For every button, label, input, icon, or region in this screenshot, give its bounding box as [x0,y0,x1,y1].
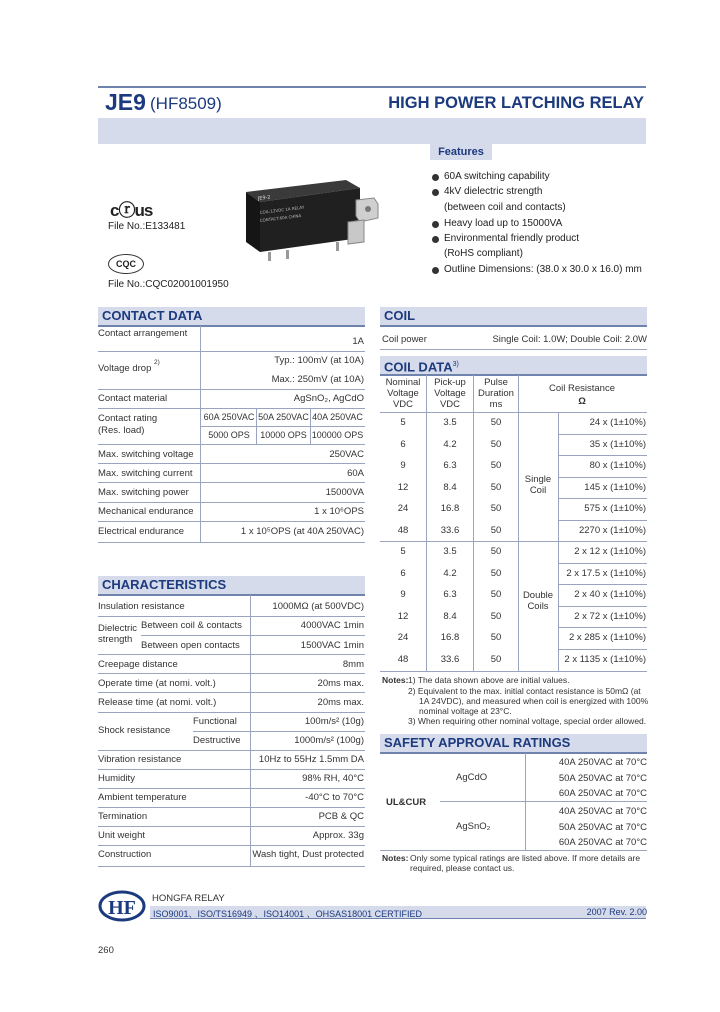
humidity-value: 98% RH, 40°C [302,773,364,784]
coil-resistance: 35 x (1±10%) [589,438,646,450]
product-description: HIGH POWER LATCHING RELAY [388,94,644,112]
termination-value: PCB & QC [318,811,364,822]
nominal-voltage: 24 [397,503,409,514]
coil-power-label: Coil power [382,334,427,345]
pickup-voltage: 16.8 [440,503,460,514]
vibration-label: Vibration resistance [98,754,182,765]
coil-resistance: 2 x 12 x (1±10%) [574,546,646,557]
pickup-voltage: 33.6 [440,653,460,665]
cqc-file-number: File No.:CQC02001001950 [108,279,229,290]
pulse-duration: 50 [490,481,502,493]
mechanical-endurance-label: Mechanical endurance [98,506,194,517]
coil-note: 1A 24VDC), and measured when coil is energized with 100% [419,696,649,706]
shock-label: Shock resistance [98,725,171,736]
coil-row-6 [380,541,647,563]
mechanical-endurance-value: 1 x 10⁶OPS [314,506,364,517]
nominal-voltage: 12 [397,481,409,493]
safety-rating: 40A 250VAC at 70°C [558,757,647,768]
insulation-value: 1000MΩ (at 500VDC) [272,601,364,612]
coil-data-footnote: 3) [452,361,459,368]
nominal-voltage-header: Nominal Voltage VDC [385,377,421,410]
insulation-label: Insulation resistance [98,601,185,612]
features-title: Features [430,144,492,160]
humidity-label: Humidity [98,773,135,784]
coil-row-4 [380,498,647,520]
feature-item: 60A switching capability [444,171,550,182]
relay-label-line2: COIL:12VDC 1A RELAY [259,204,305,215]
coil-resistance: 2 x 285 x (1±10%) [568,632,646,643]
safety-note: required, please contact us. [410,863,515,873]
shock-destructive-value: 1000m/s² (100g) [294,735,364,746]
vibration-value: 10Hz to 55Hz 1.5mm DA [258,754,364,765]
bullet-icon [432,221,439,228]
nominal-voltage: 24 [397,632,409,643]
coil-row-7 [380,563,647,585]
header-band [98,118,646,144]
safety-title: SAFETY APPROVAL RATINGS [380,734,647,752]
safety-group: UL&CUR [386,797,427,808]
nominal-voltage: 5 [400,417,406,428]
construction-value: Wash tight, Dust protected [252,849,364,860]
contact-data-title: CONTACT DATA [98,307,365,325]
nominal-voltage: 5 [400,546,406,557]
coil-resistance: 80 x (1±10%) [589,460,646,471]
contact-material-value: AgSnO₂, AgCdO [293,393,364,404]
construction-label: Construction [98,849,152,860]
svg-text:HF: HF [108,897,136,919]
coil-row-3 [380,477,647,499]
header-rule [98,86,646,88]
contact-rating-label: Contact rating [98,413,158,424]
agcdo-label: AgCdO [456,772,488,783]
pickup-voltage: 8.4 [443,610,457,622]
double-coil-group: Double Coils [522,590,554,612]
coil-note: 1) The data shown above are initial values. [408,675,570,685]
coil-row-11 [380,649,647,671]
electrical-endurance-value: 1 x 10⁵OPS (at 40A 250VAC) [240,526,364,537]
nominal-voltage: 9 [400,460,406,471]
nominal-voltage: 48 [397,653,409,665]
safety-note: Only some typical ratings are listed above. If more details are [410,853,641,863]
max-power-label: Max. switching power [98,487,189,498]
release-time-label: Release time (at nomi. volt.) [98,697,217,708]
coil-note: 2) Equivalent to the max. initial contact resistance is 50mΩ (at [408,686,641,696]
ambient-value: -40°C to 70°C [305,792,364,803]
max-current-label: Max. switching current [98,468,193,479]
feature-item: Heavy load up to 15000VA [444,218,563,229]
coil-note: nominal voltage at 23°C. [419,706,512,716]
feature-item: Environmental friendly product [444,233,580,244]
pulse-duration: 50 [490,610,502,622]
pickup-voltage: 6.3 [443,460,457,471]
nominal-voltage: 6 [400,567,406,579]
pulse-duration: 50 [490,438,502,450]
cqc-logo: CQC [108,254,144,274]
pickup-voltage: 4.2 [443,438,457,450]
coil-power-value: Single Coil: 1.0W; Double Coil: 2.0W [492,334,647,345]
single-coil-group: Single Coil [524,474,552,496]
rating-ops: 100000 OPS [311,430,364,440]
max-voltage-label: Max. switching voltage [98,449,194,460]
bullet-icon [432,189,439,196]
coil-title: COIL [380,307,647,325]
coil-row-9 [380,606,647,628]
coil-resistance: 575 x (1±10%) [584,503,646,514]
dielectric-coil-value: 4000VAC 1min [300,620,364,631]
characteristics-title: CHARACTERISTICS [98,576,365,594]
dielectric-open-value: 1500VAC 1min [300,640,364,651]
coil-resistance: 2 x 17.5 x (1±10%) [566,567,646,579]
rating-ops: 5000 OPS [208,430,250,440]
feature-item: (RoHS compliant) [444,248,523,259]
coil-data-title-text: COIL DATA [384,359,453,375]
termination-label: Termination [98,811,148,822]
certifications: ISO9001、ISO/TS16949 、ISO14001 、OHSAS18001 CERTIFIED [153,909,422,919]
safety-rating: 50A 250VAC at 70°C [558,822,647,833]
pickup-voltage: 3.5 [443,546,457,557]
pickup-voltage: 4.2 [443,567,457,579]
coil-row-1 [380,434,647,456]
hongfa-logo-icon [98,890,146,922]
pulse-duration: 50 [490,524,502,536]
coil-notes-label: Notes: [382,675,409,685]
shock-destructive-label: Destructive [193,735,241,746]
agsno2-label: AgSnO₂ [456,821,491,832]
rating-head: 50A 250VAC [258,412,309,422]
nominal-voltage: 6 [400,438,406,450]
relay-photo [238,172,388,264]
voltage-drop-typ: Typ.: 100mV (at 10A) [274,355,364,366]
pulse-duration: 50 [490,653,502,665]
max-voltage-value: 250VAC [329,449,364,460]
pickup-voltage: 16.8 [440,632,460,643]
shock-functional-label: Functional [193,716,237,727]
coil-resistance: 2 x 1135 x (1±10%) [564,653,646,665]
rating-head: 40A 250VAC [312,412,363,422]
coil-row-5 [380,520,647,542]
pulse-duration: 50 [490,417,502,428]
max-power-value: 15000VA [325,487,364,498]
electrical-endurance-label: Electrical endurance [98,526,185,537]
alt-model-title: (HF8509) [150,94,222,113]
safety-rating: 60A 250VAC at 70°C [558,837,647,848]
bullet-icon [432,236,439,243]
pickup-voltage: 3.5 [443,417,457,428]
feature-item: (between coil and contacts) [444,202,566,213]
coil-resistance: 2270 x (1±10%) [578,524,646,536]
coil-resistance-header: Coil Resistance Ω [549,383,615,407]
safety-rating: 50A 250VAC at 70°C [558,773,647,784]
relay-label-line3: CONTACT:60A CHINA [259,212,302,223]
bullet-icon [432,174,439,181]
coil-row-2 [380,455,647,477]
dielectric-sub-label: strength [98,634,133,645]
coil-resistance: 145 x (1±10%) [584,481,646,493]
revision: 2007 Rev. 2.00 [586,907,647,917]
ambient-label: Ambient temperature [98,792,187,803]
ul-file-number: File No.:E133481 [108,221,186,232]
rating-head: 60A 250VAC [203,412,255,422]
contact-arrangement-value: 1A [352,336,364,347]
safety-notes-label: Notes: [382,853,409,863]
model-title: JE9 [105,89,146,115]
contact-arrangement-label: Contact arrangement [98,328,188,339]
creepage-label: Creepage distance [98,659,178,670]
dielectric-label: Dielectric [98,623,138,634]
company-name: HONGFA RELAY [152,893,225,904]
coil-resistance: 2 x 72 x (1±10%) [574,610,646,622]
voltage-drop-label: Voltage drop [98,363,152,374]
shock-functional-value: 100m/s² (10g) [304,716,364,727]
coil-row-8 [380,584,647,606]
nominal-voltage: 9 [400,589,406,600]
pickup-voltage: 6.3 [443,589,457,600]
pickup-voltage: 33.6 [440,524,460,536]
pulse-duration: 50 [490,632,502,643]
pulse-duration-header: Pulse Duration ms [478,377,514,410]
feature-item: 4kV dielectric strength [444,186,543,197]
dielectric-coil-label: Between coil & contacts [141,620,242,631]
page-number: 260 [98,945,114,956]
safety-rating: 60A 250VAC at 70°C [558,788,647,799]
nominal-voltage: 12 [397,610,409,622]
ul-logo: cⓡus [110,201,153,220]
max-current-value: 60A [347,468,364,479]
contact-rating-sub-label: (Res. load) [98,425,145,436]
dielectric-open-label: Between open contacts [141,640,240,651]
release-time-value: 20ms max. [317,697,364,708]
coil-resistance: 24 x (1±10%) [589,417,646,428]
coil-data-title [380,356,647,374]
weight-label: Unit weight [98,830,145,841]
contact-material-label: Contact material [98,393,168,404]
weight-value: Approx. 33g [312,830,364,841]
coil-note: 3) When requiring other nominal voltage, special order allowed. [408,716,647,726]
rating-ops: 10000 OPS [260,430,307,440]
safety-rating: 40A 250VAC at 70°C [558,806,647,817]
voltage-drop-max: Max.: 250mV (at 10A) [271,374,364,385]
operate-time-value: 20ms max. [317,678,364,689]
pulse-duration: 50 [490,567,502,579]
pickup-voltage-header: Pick-up Voltage VDC [434,377,466,410]
operate-time-label: Operate time (at nomi. volt.) [98,678,216,689]
pickup-voltage: 8.4 [443,481,457,493]
pulse-duration: 50 [490,589,502,600]
voltage-drop-footnote: 2) [154,359,160,366]
bullet-icon [432,267,439,274]
pulse-duration: 50 [490,460,502,471]
creepage-value: 8mm [342,659,364,670]
nominal-voltage: 48 [397,524,409,536]
pulse-duration: 50 [490,503,502,514]
coil-resistance: 2 x 40 x (1±10%) [574,589,646,600]
coil-row-10 [380,627,647,649]
pulse-duration: 50 [490,546,502,557]
coil-row-0 [380,412,647,434]
feature-item: Outline Dimensions: (38.0 x 30.0 x 16.0) mm [444,264,642,275]
relay-label-line1: JE9-2 [257,194,271,202]
